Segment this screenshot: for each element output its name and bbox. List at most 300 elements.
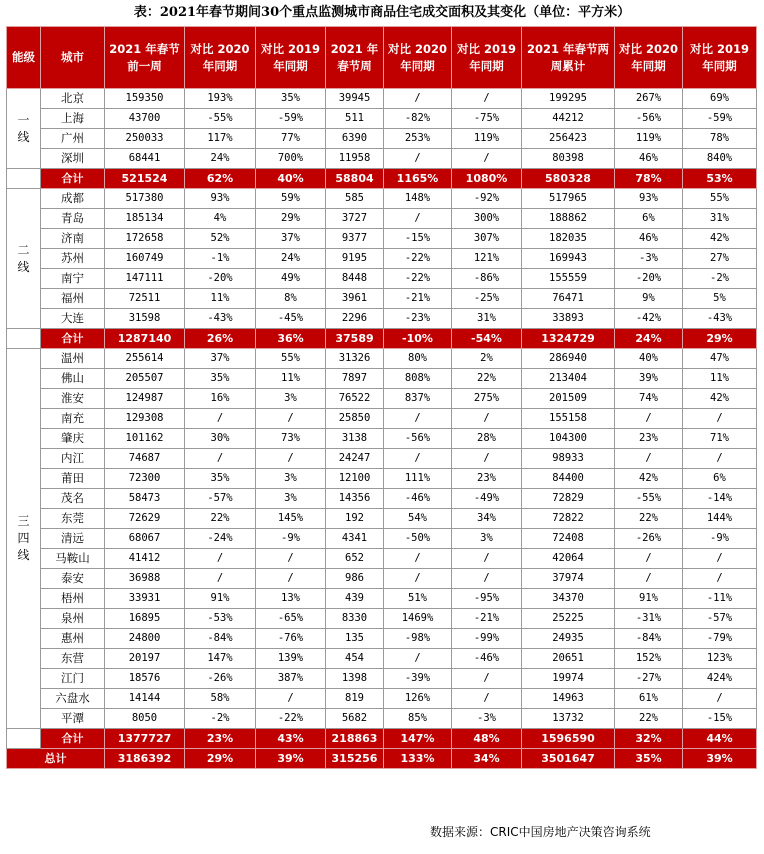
table-cell: 117%	[185, 129, 256, 149]
table-cell: 33931	[105, 589, 185, 609]
table-cell: -65%	[256, 609, 326, 629]
table-cell: 14963	[522, 689, 615, 709]
city-name: 温州	[41, 349, 105, 369]
subtotal-cell: 24%	[615, 329, 683, 349]
header-row	[7, 27, 757, 89]
subtotal-cell: 36%	[256, 329, 326, 349]
table-cell: 78%	[683, 129, 757, 149]
table-cell: 42%	[683, 229, 757, 249]
table-cell: 69%	[683, 89, 757, 109]
grand-total-cell: 29%	[185, 749, 256, 769]
table-cell: 152%	[615, 649, 683, 669]
city-name: 深圳	[41, 149, 105, 169]
table-cell: 840%	[683, 149, 757, 169]
table-cell: 72822	[522, 509, 615, 529]
table-cell: -84%	[185, 629, 256, 649]
table-cell: 12100	[326, 469, 384, 489]
table-cell: /	[185, 449, 256, 469]
table-cell: 126%	[384, 689, 452, 709]
table-cell: -53%	[185, 609, 256, 629]
table-cell: 517965	[522, 189, 615, 209]
table-cell: 24%	[185, 149, 256, 169]
table-cell: 20651	[522, 649, 615, 669]
table-cell: 6%	[683, 469, 757, 489]
grand-total-cell: 3186392	[105, 749, 185, 769]
table-cell: 58473	[105, 489, 185, 509]
table-cell: 250033	[105, 129, 185, 149]
table-cell: 20197	[105, 649, 185, 669]
table-cell: /	[683, 449, 757, 469]
table-cell: 77%	[256, 129, 326, 149]
table-cell: 169943	[522, 249, 615, 269]
table-cell: 2%	[452, 349, 522, 369]
table-cell: -1%	[185, 249, 256, 269]
table-cell: -22%	[384, 249, 452, 269]
table-cell: 585	[326, 189, 384, 209]
table-cell: 3138	[326, 429, 384, 449]
table-cell: 46%	[615, 149, 683, 169]
table-cell: 19974	[522, 669, 615, 689]
table-cell: 111%	[384, 469, 452, 489]
table-cell: 22%	[615, 709, 683, 729]
table-cell: 517380	[105, 189, 185, 209]
table-cell: 193%	[185, 89, 256, 109]
table-cell: -20%	[615, 269, 683, 289]
table-row	[7, 389, 757, 409]
table-cell: /	[185, 549, 256, 569]
subtotal-tier-spacer	[7, 329, 41, 349]
table-cell: -95%	[452, 589, 522, 609]
city-name: 东莞	[41, 509, 105, 529]
table-cell: 43700	[105, 109, 185, 129]
table-cell: 71%	[683, 429, 757, 449]
subtotal-cell: 23%	[185, 729, 256, 749]
table-cell: /	[256, 449, 326, 469]
table-cell: 256423	[522, 129, 615, 149]
table-cell: 68067	[105, 529, 185, 549]
subtotal-cell: 32%	[615, 729, 683, 749]
table-cell: -75%	[452, 109, 522, 129]
table-cell: 93%	[615, 189, 683, 209]
table-cell: 6%	[615, 209, 683, 229]
table-cell: 23%	[452, 469, 522, 489]
table-cell: 3%	[256, 469, 326, 489]
table-row	[7, 629, 757, 649]
table-cell: -2%	[185, 709, 256, 729]
table-cell: 52%	[185, 229, 256, 249]
table-cell: 91%	[615, 589, 683, 609]
table-cell: 188862	[522, 209, 615, 229]
tier-label: 二 线	[7, 189, 41, 329]
table-cell: 54%	[384, 509, 452, 529]
table-cell: 253%	[384, 129, 452, 149]
table-cell: 24935	[522, 629, 615, 649]
subtotal-label: 合计	[41, 169, 105, 189]
table-cell: /	[384, 89, 452, 109]
subtotal-tier-spacer	[7, 729, 41, 749]
grand-total-cell: 39%	[256, 749, 326, 769]
table-cell: 129308	[105, 409, 185, 429]
city-name: 广州	[41, 129, 105, 149]
table-cell: 119%	[452, 129, 522, 149]
table-title: 表：2021年春节期间30个重点监测城市商品住宅成交面积及其变化（单位：平方米）	[133, 5, 631, 20]
table-cell: 91%	[185, 589, 256, 609]
table-cell: 24247	[326, 449, 384, 469]
table-cell: 31598	[105, 309, 185, 329]
table-cell: 454	[326, 649, 384, 669]
subtotal-cell: 40%	[256, 169, 326, 189]
table-cell: 652	[326, 549, 384, 569]
city-name: 泰安	[41, 569, 105, 589]
table-cell: 124987	[105, 389, 185, 409]
table-cell: 139%	[256, 649, 326, 669]
table-cell: 80398	[522, 149, 615, 169]
table-cell: /	[384, 649, 452, 669]
table-cell: 424%	[683, 669, 757, 689]
table-cell: 31326	[326, 349, 384, 369]
table-cell: 144%	[683, 509, 757, 529]
table-row	[7, 469, 757, 489]
table-cell: 37%	[185, 349, 256, 369]
table-cell: 72829	[522, 489, 615, 509]
table-cell: /	[256, 689, 326, 709]
tier-label: 一 线	[7, 89, 41, 169]
table-cell: 700%	[256, 149, 326, 169]
table-cell: -22%	[384, 269, 452, 289]
table-cell: 986	[326, 569, 384, 589]
table-cell: 42064	[522, 549, 615, 569]
subtotal-cell: 48%	[452, 729, 522, 749]
table-cell: -59%	[256, 109, 326, 129]
header-city: 城市	[41, 27, 105, 89]
header-vs-2020: 对比 2020 年同期	[185, 27, 256, 89]
table-cell: 9377	[326, 229, 384, 249]
city-name: 茂名	[41, 489, 105, 509]
table-cell: 159350	[105, 89, 185, 109]
table-cell: 31%	[683, 209, 757, 229]
table-row	[7, 489, 757, 509]
table-cell: 837%	[384, 389, 452, 409]
table-cell: 147%	[185, 649, 256, 669]
table-cell: /	[683, 569, 757, 589]
table-cell: 160749	[105, 249, 185, 269]
table-cell: /	[452, 89, 522, 109]
city-name: 南宁	[41, 269, 105, 289]
city-name: 梧州	[41, 589, 105, 609]
table-cell: -23%	[384, 309, 452, 329]
table-cell: -43%	[683, 309, 757, 329]
city-name: 莆田	[41, 469, 105, 489]
table-cell: -25%	[452, 289, 522, 309]
grand-total-row	[7, 749, 757, 769]
table-cell: 46%	[615, 229, 683, 249]
table-cell: 39%	[615, 369, 683, 389]
table-row	[7, 369, 757, 389]
table-cell: 35%	[256, 89, 326, 109]
table-row	[7, 709, 757, 729]
header-vs-2019: 对比 2019 年同期	[256, 27, 326, 89]
table-cell: -86%	[452, 269, 522, 289]
table-row	[7, 89, 757, 109]
table-cell: 387%	[256, 669, 326, 689]
table-cell: 148%	[384, 189, 452, 209]
table-cell: 7897	[326, 369, 384, 389]
table-cell: /	[452, 669, 522, 689]
table-cell: 11958	[326, 149, 384, 169]
table-cell: -3%	[615, 249, 683, 269]
subtotal-cell: 26%	[185, 329, 256, 349]
table-cell: -46%	[384, 489, 452, 509]
table-cell: 3961	[326, 289, 384, 309]
subtotal-cell: 1324729	[522, 329, 615, 349]
table-cell: 192	[326, 509, 384, 529]
table-cell: 36988	[105, 569, 185, 589]
table-cell: -56%	[384, 429, 452, 449]
table-cell: 275%	[452, 389, 522, 409]
data-table-container	[6, 26, 756, 769]
table-cell: /	[256, 549, 326, 569]
city-name: 福州	[41, 289, 105, 309]
table-cell: -20%	[185, 269, 256, 289]
table-cell: 24%	[256, 249, 326, 269]
city-name: 内江	[41, 449, 105, 469]
table-cell: 28%	[452, 429, 522, 449]
header-festival-week: 2021 年春节周	[326, 27, 384, 89]
table-cell: 3727	[326, 209, 384, 229]
city-name: 淮安	[41, 389, 105, 409]
table-cell: /	[185, 409, 256, 429]
table-cell: /	[185, 569, 256, 589]
table-cell: 11%	[683, 369, 757, 389]
subtotal-cell: 53%	[683, 169, 757, 189]
table-cell: 1398	[326, 669, 384, 689]
city-name: 青岛	[41, 209, 105, 229]
table-cell: -31%	[615, 609, 683, 629]
table-cell: 18576	[105, 669, 185, 689]
grand-total-cell: 39%	[683, 749, 757, 769]
city-name: 成都	[41, 189, 105, 209]
table-cell: -57%	[185, 489, 256, 509]
tier-label: 三 四 线	[7, 349, 41, 729]
table-cell: 72408	[522, 529, 615, 549]
table-cell: 44212	[522, 109, 615, 129]
table-cell: 68441	[105, 149, 185, 169]
table-cell: -49%	[452, 489, 522, 509]
table-cell: 3%	[256, 489, 326, 509]
table-cell: 37974	[522, 569, 615, 589]
table-row	[7, 649, 757, 669]
table-cell: 4341	[326, 529, 384, 549]
city-name: 清远	[41, 529, 105, 549]
table-cell: /	[615, 449, 683, 469]
subtotal-cell: 218863	[326, 729, 384, 749]
table-cell: 55%	[683, 189, 757, 209]
table-cell: -59%	[683, 109, 757, 129]
city-name: 佛山	[41, 369, 105, 389]
table-cell: 16%	[185, 389, 256, 409]
table-cell: -24%	[185, 529, 256, 549]
table-cell: 3%	[256, 389, 326, 409]
city-name: 泉州	[41, 609, 105, 629]
table-cell: -43%	[185, 309, 256, 329]
table-cell: 24800	[105, 629, 185, 649]
table-cell: 29%	[256, 209, 326, 229]
subtotal-cell: -54%	[452, 329, 522, 349]
table-cell: -57%	[683, 609, 757, 629]
table-cell: -3%	[452, 709, 522, 729]
table-row	[7, 289, 757, 309]
city-name: 平潭	[41, 709, 105, 729]
table-cell: -15%	[384, 229, 452, 249]
table-cell: 40%	[615, 349, 683, 369]
subtotal-row	[7, 329, 757, 349]
city-name: 六盘水	[41, 689, 105, 709]
table-cell: 8%	[256, 289, 326, 309]
table-cell: /	[683, 689, 757, 709]
city-name: 大连	[41, 309, 105, 329]
table-cell: 41412	[105, 549, 185, 569]
table-cell: 16895	[105, 609, 185, 629]
subtotal-cell: -10%	[384, 329, 452, 349]
subtotal-row	[7, 169, 757, 189]
table-cell: 123%	[683, 649, 757, 669]
table-row	[7, 549, 757, 569]
table-cell: -76%	[256, 629, 326, 649]
table-cell: 155559	[522, 269, 615, 289]
table-cell: /	[615, 569, 683, 589]
table-cell: 59%	[256, 189, 326, 209]
table-cell: -39%	[384, 669, 452, 689]
table-cell: /	[452, 149, 522, 169]
table-cell: /	[384, 149, 452, 169]
table-cell: -9%	[256, 529, 326, 549]
table-cell: /	[384, 209, 452, 229]
table-row	[7, 569, 757, 589]
table-cell: 307%	[452, 229, 522, 249]
table-cell: -50%	[384, 529, 452, 549]
table-cell: 22%	[615, 509, 683, 529]
table-cell: 119%	[615, 129, 683, 149]
table-row	[7, 189, 757, 209]
table-cell: 13732	[522, 709, 615, 729]
subtotal-cell: 1596590	[522, 729, 615, 749]
table-cell: 80%	[384, 349, 452, 369]
table-cell: /	[683, 409, 757, 429]
table-row	[7, 589, 757, 609]
table-cell: 819	[326, 689, 384, 709]
table-cell: /	[452, 549, 522, 569]
subtotal-cell: 1377727	[105, 729, 185, 749]
table-cell: -45%	[256, 309, 326, 329]
header-week-before: 2021 年春节前一周	[105, 27, 185, 89]
table-cell: 8448	[326, 269, 384, 289]
table-row	[7, 129, 757, 149]
table-cell: 300%	[452, 209, 522, 229]
table-cell: -26%	[615, 529, 683, 549]
table-cell: 172658	[105, 229, 185, 249]
table-cell: -55%	[615, 489, 683, 509]
header-vs-2020: 对比 2020 年同期	[615, 27, 683, 89]
table-cell: /	[615, 549, 683, 569]
table-cell: -14%	[683, 489, 757, 509]
subtotal-row	[7, 729, 757, 749]
table-cell: 27%	[683, 249, 757, 269]
table-cell: 72511	[105, 289, 185, 309]
subtotal-cell: 1080%	[452, 169, 522, 189]
table-row	[7, 349, 757, 369]
table-cell: 37%	[256, 229, 326, 249]
table-cell: 201509	[522, 389, 615, 409]
table-cell: -98%	[384, 629, 452, 649]
table-cell: 30%	[185, 429, 256, 449]
city-name: 上海	[41, 109, 105, 129]
table-cell: 205507	[105, 369, 185, 389]
header-tier: 能级	[7, 27, 41, 89]
subtotal-label: 合计	[41, 329, 105, 349]
header-two-week-total: 2021 年春节两周累计	[522, 27, 615, 89]
table-row	[7, 529, 757, 549]
table-cell: 255614	[105, 349, 185, 369]
table-cell: -15%	[683, 709, 757, 729]
table-row	[7, 109, 757, 129]
table-row	[7, 689, 757, 709]
table-row	[7, 429, 757, 449]
table-row	[7, 229, 757, 249]
subtotal-cell: 521524	[105, 169, 185, 189]
subtotal-cell: 78%	[615, 169, 683, 189]
table-cell: /	[615, 409, 683, 429]
city-name: 马鞍山	[41, 549, 105, 569]
subtotal-cell: 147%	[384, 729, 452, 749]
subtotal-cell: 1287140	[105, 329, 185, 349]
table-cell: 5682	[326, 709, 384, 729]
table-cell: -21%	[452, 609, 522, 629]
table-cell: 22%	[452, 369, 522, 389]
table-body	[7, 89, 757, 769]
table-cell: /	[256, 409, 326, 429]
city-name: 苏州	[41, 249, 105, 269]
table-cell: 145%	[256, 509, 326, 529]
table-cell: 76471	[522, 289, 615, 309]
table-cell: 25850	[326, 409, 384, 429]
table-cell: 11%	[185, 289, 256, 309]
table-cell: 34%	[452, 509, 522, 529]
table-cell: 11%	[256, 369, 326, 389]
table-cell: /	[384, 409, 452, 429]
table-cell: 6390	[326, 129, 384, 149]
table-cell: 511	[326, 109, 384, 129]
subtotal-cell: 43%	[256, 729, 326, 749]
subtotal-cell: 58804	[326, 169, 384, 189]
grand-total-cell: 35%	[615, 749, 683, 769]
table-cell: -11%	[683, 589, 757, 609]
table-cell: 51%	[384, 589, 452, 609]
table-cell: /	[256, 569, 326, 589]
subtotal-label: 合计	[41, 729, 105, 749]
table-row	[7, 269, 757, 289]
subtotal-cell: 62%	[185, 169, 256, 189]
subtotal-cell: 580328	[522, 169, 615, 189]
table-row	[7, 209, 757, 229]
city-name: 惠州	[41, 629, 105, 649]
table-cell: /	[452, 409, 522, 429]
table-cell: 49%	[256, 269, 326, 289]
city-name: 肇庆	[41, 429, 105, 449]
table-cell: 2296	[326, 309, 384, 329]
table-cell: 155158	[522, 409, 615, 429]
table-cell: -2%	[683, 269, 757, 289]
table-cell: 25225	[522, 609, 615, 629]
